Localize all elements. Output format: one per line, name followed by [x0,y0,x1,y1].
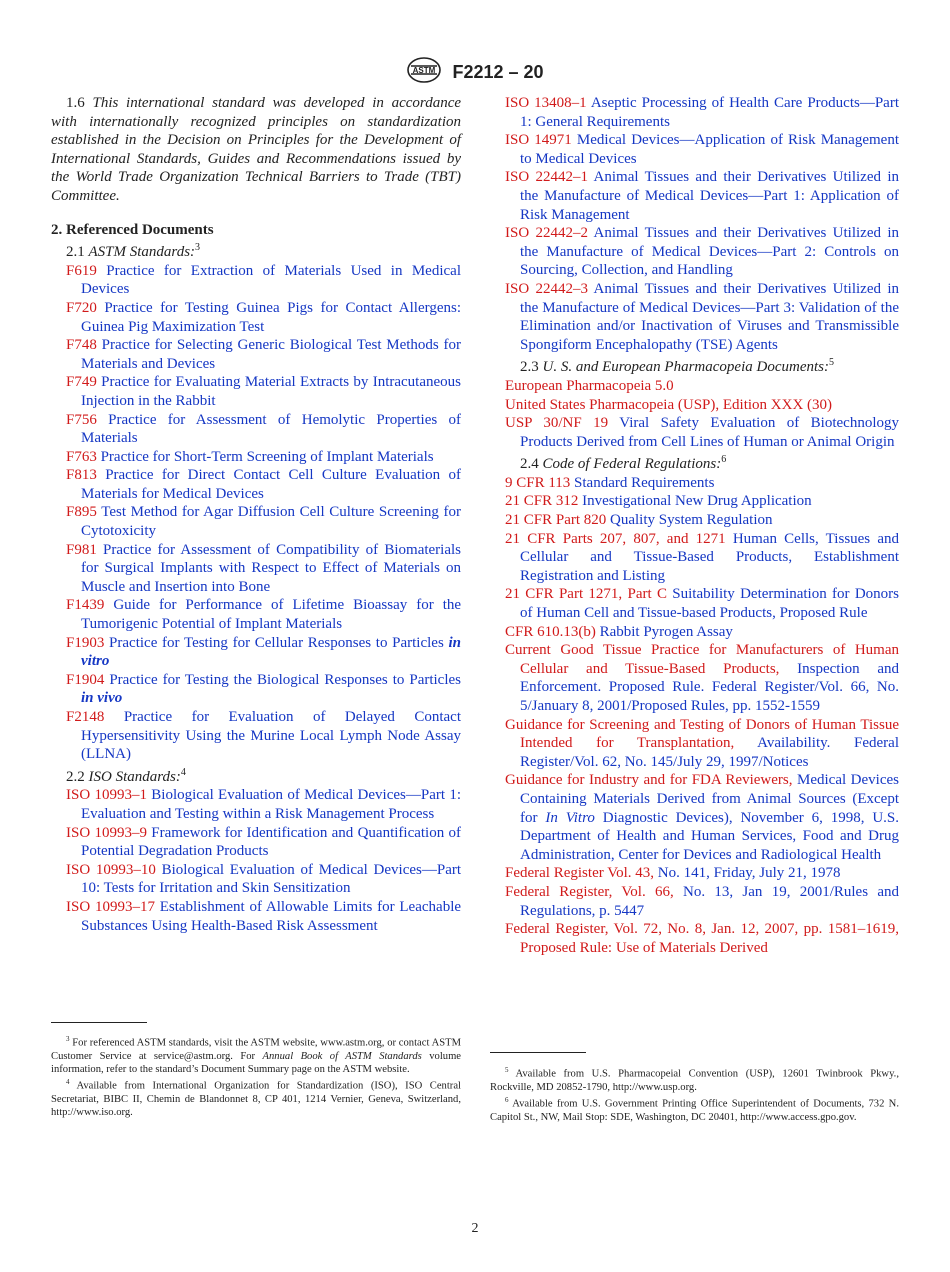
reference-entry [505,771,899,864]
reference-entry [51,898,461,935]
reference-code[interactable]: ISO 13408–1 [505,95,587,111]
reference-code[interactable]: Guidance for Screening and Testing of Donors of Human Tissue Intended for Transplantation, [505,716,899,752]
reference-code[interactable]: 21 CFR 312 [505,493,579,510]
page-number: 2 [471,1221,479,1236]
reference-entry [505,511,899,530]
reference-entry [51,262,461,299]
reference-title-cont[interactable]: Diagnostic Devices), November 6, 1998, U.S. Department of Health and Human Services, Food and Drug Administration, Center for Devices and Radiological Health [520,809,900,863]
reference-title[interactable]: Rabbit Pyrogen Assay [599,623,733,640]
reference-entry [51,448,461,467]
reference-code[interactable]: ISO 22442–1 [505,169,589,186]
reference-entry [505,168,899,224]
reference-entry [505,585,899,622]
reference-title[interactable]: Practice for Evaluating Material Extracts by Intracutaneous Injection in the Rabbit [81,374,461,409]
reference-title[interactable]: Practice for Selecting Generic Biological Test Methods for Materials and Devices [81,337,461,372]
reference-title[interactable]: Practice for Direct Contact Cell Culture Evaluation of Materials for Medical Devices [81,467,461,502]
astm-standards-list [51,262,461,764]
reference-code[interactable]: F748 [66,337,97,354]
reference-code[interactable]: Federal Register Vol. 43, [505,865,655,882]
reference-title[interactable]: Practice for Testing the Biological Responses to Particles [109,671,461,688]
reference-title[interactable]: Practice for Short-Term Screening of Implant Materials [100,448,434,465]
reference-entry [505,94,899,131]
reference-entry [505,280,899,354]
footnote-5: $^5$ Available from U.S. Pharmacopeial Convention (USP), 12601 Twinbrook Pkwy., Rockville, MD 20852-1790, http://www.usp.org. [490,1066,899,1093]
reference-title[interactable]: Animal Tissues and their Derivatives Utilized in the Manufacture of Medical Devices—Part 1: Application of Risk Management [520,169,900,223]
reference-code[interactable]: F981 [66,541,97,558]
reference-entry [51,466,461,503]
reference-entry [505,920,899,957]
reference-code[interactable]: F895 [66,504,97,521]
reference-code[interactable]: F1439 [66,597,105,614]
reference-title[interactable]: Guide for Performance of Lifetime Bioassay for the Tumorigenic Potential of Implant Materials [81,597,462,633]
reference-title[interactable]: Medical Devices—Application of Risk Management to Medical Devices [520,132,899,167]
reference-code[interactable]: European Pharmacopeia 5.0 [505,377,674,394]
reference-title[interactable]: Suitability Determination for Donors of Human Cell and Tissue-based Products, Proposed Rule [520,586,899,622]
reference-code[interactable]: ISO 14971 [505,132,572,149]
reference-title[interactable]: Standard Requirements [574,474,715,491]
reference-title[interactable]: Medical Devices Containing Materials Derived from Animal Sources (Except for [520,772,899,826]
right-column [505,94,899,957]
svg-text:ASTM: ASTM [413,66,436,75]
reference-title[interactable]: Practice for Evaluation of Delayed Contact Hypersensitivity Using the Murine Local Lymph Node Assay (LLNA) [81,709,462,763]
reference-code[interactable]: Federal Register, Vol. 66, [505,883,674,900]
reference-entry [505,377,899,396]
reference-title[interactable]: Animal Tissues and their Derivatives Utilized in the Manufacture of Medical Devices—Part 3: Validation of the Elimination and/or Inactivation of Viruses and Transmissible Spongiform Encephalopathy (TSE) Agents [520,280,900,353]
reference-code[interactable]: F1904 [66,671,105,688]
reference-code[interactable]: 21 CFR Parts 207, 807, and 1271 [505,530,726,547]
reference-entry [51,596,461,633]
reference-title[interactable]: Establishment of Allowable Limits for Leachable Substances Using Health-Based Risk Assessment [81,898,462,934]
reference-code[interactable]: Current Good Tissue Practice for Manufacturers of Human Cellular and Tissue-Based Products, [505,642,899,677]
reference-code[interactable]: F2148 [66,709,105,725]
reference-title[interactable]: Practice for Testing Guinea Pigs for Contact Allergens: Guinea Pig Maximization Test [81,299,461,335]
footnotes-right [490,1064,899,1124]
reference-entry [505,396,899,415]
cfr-list [505,474,899,957]
reference-emphasis[interactable]: in vitro [81,634,462,670]
reference-title[interactable]: Viral Safety Evaluation of Biotechnology Products Derived from Cell Lines of Human or Animal Origin [520,415,899,450]
reference-entry [51,299,461,336]
reference-entry [505,623,899,642]
reference-entry [505,474,899,493]
reference-code[interactable]: ISO 10993–9 [66,824,147,841]
reference-title[interactable]: No. 13, Jan 19, 2001/Rules and Regulations, p. 5447 [520,883,899,919]
reference-code[interactable]: ISO 22442–3 [505,280,589,297]
reference-code[interactable]: ISO 10993–1 [66,787,147,804]
footnote-rule-right [490,1052,586,1053]
iso-standards-list-left [51,786,461,935]
standard-code: F2212 – 20 [452,62,544,82]
footnote-6: $^6$ Available from U.S. Government Printing Office Superintendent of Documents, 732 N. Capitol St., NW, Mail Stop: SDE, Washington, DC 20401, http://www.access.gpo.gov. [490,1095,899,1123]
reference-entry [51,861,461,898]
reference-code[interactable]: F619 [66,262,97,279]
reference-entry [505,641,899,715]
reference-entry [51,671,461,708]
reference-entry [51,503,461,540]
reference-title[interactable]: Framework for Identification and Quantification of Potential Degradation Products [81,824,462,860]
footnote-rule-left [51,1022,147,1023]
footnote-4: $^4$ Available from International Organization for Standardization (ISO), ISO Central Secretariat, BIBC II, Chemin de Blandonnet 8, CP 401, 1214 Vernier, Geneva, Switzerland, http://www.iso.org. [51,1078,461,1119]
reference-title[interactable]: Practice for Assessment of Hemolytic Properties of Materials [81,411,462,447]
reference-entry [51,373,461,410]
reference-title[interactable]: Quality System Regulation [610,512,773,529]
reference-title[interactable]: No. 141, Friday, July 21, 1978 [657,865,841,882]
reference-entry [51,336,461,373]
reference-entry [51,541,461,597]
reference-title[interactable]: Test Method for Agar Diffusion Cell Culture Screening for Cytotoxicity [81,504,461,540]
iso-standards-list-right [505,94,899,354]
reference-title[interactable]: Practice for Assessment of Compatibility of Biomaterials for Surgical Implants with Respect to Effect of Materials on Muscle and Insertion into Bone [81,541,461,595]
pharmacopeia-list [505,377,899,451]
reference-title[interactable]: Practice for Extraction of Materials Used in Medical Devices [81,262,461,298]
reference-code[interactable]: ISO 10993–17 [66,898,155,915]
reference-entry [51,411,461,448]
reference-code[interactable]: ISO 10993–10 [66,861,156,878]
reference-entry [505,414,899,451]
reference-code[interactable]: United States Pharmacopeia (USP), Edition XXX (30) [505,396,833,413]
sub-2-4: 2.4 Code of Federal Regulations:$^6$ [520,454,727,473]
sub-2-1: 2.1 ASTM Standards:$^3$ [66,242,201,261]
reference-entry [505,224,899,280]
sub-2-3: 2.3 U. S. and European Pharmacopeia Documents:$^5$ [520,357,834,376]
reference-title[interactable]: Practice for Testing for Cellular Responses to Particles [109,634,444,651]
reference-entry [505,864,899,883]
reference-code[interactable]: F720 [66,299,97,316]
reference-entry [505,883,899,920]
reference-entry [505,131,899,168]
footnotes-left [51,1033,461,1119]
reference-code[interactable]: Guidance for Industry and for FDA Reviewers, [505,772,793,789]
reference-title[interactable]: Biological Evaluation of Medical Devices—Part 10: Tests for Irritation and Skin Sensitization [81,861,462,897]
reference-title[interactable]: Availability. Federal Register/Vol. 62, No. 145/July 29, 1997/Notices [520,735,900,770]
reference-code[interactable]: F1903 [66,634,105,651]
reference-code[interactable]: ISO 22442–2 [505,225,589,242]
page-header [0,56,950,89]
footnote-3: $^3$ For referenced ASTM standards, visit the ASTM website, www.astm.org, or contact ASTM Customer Service at service@astm.org. For Annual Book of ASTM Standards volume information, refer to the standard’s Document Summary page on the ASTM website. [51,1035,462,1075]
reference-emphasis[interactable]: In Vitro [545,809,595,826]
reference-entry [505,492,899,511]
reference-entry [505,716,899,772]
reference-code[interactable]: USP 30/NF 19 [505,415,609,432]
reference-title[interactable]: Human Cells, Tissues and Cellular and Tissue-Based Products, Establishment Registration and Listing [520,530,899,584]
reference-entry [51,634,461,671]
reference-entry [51,786,461,823]
reference-code[interactable]: F813 [66,467,97,484]
reference-code[interactable]: Federal Register, Vol. 72, No. 8, Jan. 12, 2007, pp. 1581–1619, Proposed Rule: Use of Materials Derived [505,921,899,956]
sub-2-2: 2.2 ISO Standards:$^4$ [66,766,186,785]
reference-emphasis[interactable]: in vivo [81,690,123,707]
reference-title[interactable]: Aseptic Processing of Health Care Products—Part 1: General Requirements [520,95,899,130]
reference-code[interactable]: F749 [66,374,97,391]
reference-entry [51,708,461,764]
reference-title[interactable]: Biological Evaluation of Medical Devices—Part 1: Evaluation and Testing within a Risk Management Process [81,787,461,822]
section-2-heading: 2. Referenced Documents [51,221,214,238]
astm-logo-icon [406,56,442,89]
reference-code[interactable]: CFR 610.13(b) [505,623,596,640]
reference-code[interactable]: F763 [66,448,97,465]
reference-code[interactable]: F756 [66,411,97,428]
reference-code[interactable]: 21 CFR Part 1271, Part C [505,586,667,603]
left-column [51,94,461,935]
reference-title[interactable]: Animal Tissues and their Derivatives Utilized in the Manufacture of Medical Devices—Part 2: Controls on Sourcing, Collection, and Handling [520,225,900,279]
reference-title[interactable]: Inspection and Enforcement. Proposed Rule. Federal Register/Vol. 66, No. 5/January 8, 2001/Proposed Rules, pp. 1552-1559 [520,660,900,714]
reference-code[interactable]: 21 CFR Part 820 [505,512,607,529]
reference-title[interactable]: Investigational New Drug Application [582,493,812,510]
reference-entry [51,824,461,861]
reference-entry [505,530,899,586]
section-1-6: 1.6 This international standard was developed in accordance with internationally recognized principles on standardization established in the Decision on Principles for the Development of International Standards, Guides and Recommendations issued by the World Trade Organization Technical Barriers to Trade (TBT) Committee. [51,95,462,204]
reference-code[interactable]: 9 CFR 113 [505,474,571,491]
